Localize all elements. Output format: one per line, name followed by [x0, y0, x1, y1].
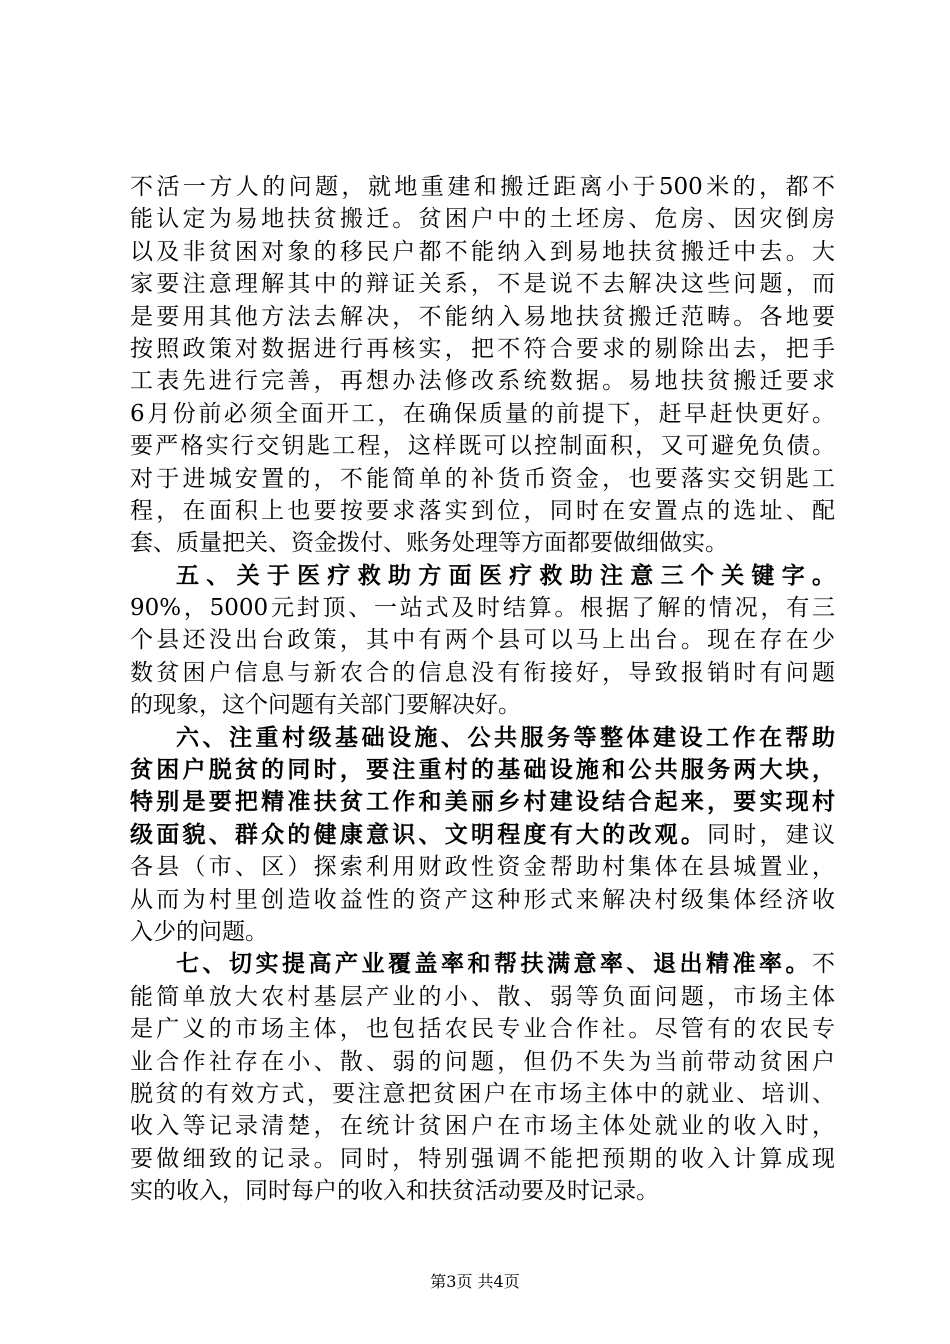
page-footer — [0, 1272, 950, 1292]
text-run: 同时，建议 — [707, 821, 836, 848]
section-heading: 六、注重村级基础设施、公共服务等整体建设工作在帮助 — [176, 723, 835, 751]
document-body — [130, 171, 835, 1208]
text-line: 要做细致的记录。同时，特别强调不能把预期的收入计算成现 — [130, 1145, 835, 1172]
text-line: 收入等记录清楚，在统计贫困户在市场主体处就业的收入时， — [130, 1113, 835, 1140]
text-line: 的现象，这个问题有关部门要解决好。 — [130, 692, 521, 719]
text-line: 6月份前必须全面开工，在确保质量的前提下，赶早赶快更好。 — [130, 400, 835, 427]
text-line: 对于进城安置的，不能简单的补货币资金，也要落实交钥匙工 — [130, 465, 835, 492]
text-line — [130, 948, 835, 980]
text-line: 入少的问题。 — [130, 918, 268, 945]
text-line: 实的收入，同时每户的收入和扶贫活动要及时记录。 — [130, 1178, 659, 1205]
text-line: 不活一方人的问题，就地重建和搬迁距离小于500米的，都不 — [130, 174, 835, 200]
paragraph — [130, 171, 835, 560]
text-line: 是要用其他方法去解决，不能纳入易地扶贫搬迁范畴。各地要 — [130, 303, 835, 330]
text-line: 以及非贫困对象的移民户都不能纳入到易地扶贫搬迁中去。大 — [130, 238, 835, 265]
paragraph — [130, 722, 835, 949]
text-line: 套、质量把关、资金拨付、账务处理等方面都要做细做实。 — [130, 530, 728, 557]
section-heading: 特别是要把精准扶贫工作和美丽乡村建设结合起来，要实现村 — [130, 788, 835, 816]
text-line: 要严格实行交钥匙工程，这样既可以控制面积，又可避免负债。 — [130, 433, 835, 460]
text-line: 能认定为易地扶贫搬迁。贫困户中的土坯房、危房、因灾倒房 — [130, 206, 835, 233]
text-line: 业合作社存在小、散、弱的问题，但仍不失为当前带动贫困户 — [130, 1048, 835, 1075]
text-line: 程，在面积上也要按要求落实到位，同时在安置点的选址、配 — [130, 497, 835, 524]
text-line: 按照政策对数据进行再核实，把不符合要求的剔除出去，把手 — [130, 335, 835, 362]
text-line: 能简单放大农村基层产业的小、散、弱等负面问题，市场主体 — [130, 983, 835, 1010]
text-line: 个县还没出台政策，其中有两个县可以马上出台。现在存在少 — [130, 627, 835, 654]
section-heading: 五、关于医疗救助方面医疗救助注意三个关键字。 — [176, 561, 835, 589]
paragraph — [130, 948, 835, 1207]
text-line: 数贫困户信息与新农合的信息没有衔接好，导致报销时有问题 — [130, 659, 835, 686]
section-heading: 七、切实提高产业覆盖率和帮扶满意率、退出精准率。 — [176, 950, 812, 978]
text-run: 不 — [812, 951, 835, 978]
text-line: 90%，5000元封顶、一站式及时结算。根据了解的情况，有三 — [130, 595, 835, 622]
text-line: 脱贫的有效方式，要注意把贫困户在市场主体中的就业、培训、 — [130, 1080, 835, 1107]
text-line: 工表先进行完善，再想办法修改系统数据。易地扶贫搬迁要求 — [130, 368, 835, 395]
paragraph — [130, 560, 835, 722]
page-number: 第3页 共4页 — [430, 1272, 520, 1291]
text-line: 从而为村里创造收益性的资产这种形式来解决村级集体经济收 — [130, 886, 835, 913]
section-heading-end: 级面貌、群众的健康意识、文明程度有大的改观。 — [130, 820, 708, 848]
text-line: 各县（市、区）探索利用财政性资金帮助村集体在县城置业， — [130, 854, 835, 881]
section-heading: 贫困户脱贫的同时，要注重村的基础设施和公共服务两大块， — [130, 756, 835, 784]
text-line — [130, 819, 835, 851]
text-line: 家要注意理解其中的辩证关系，不是说不去解决这些问题，而 — [130, 271, 835, 298]
text-line: 是广义的市场主体，也包括农民专业合作社。尽管有的农民专 — [130, 1016, 835, 1043]
